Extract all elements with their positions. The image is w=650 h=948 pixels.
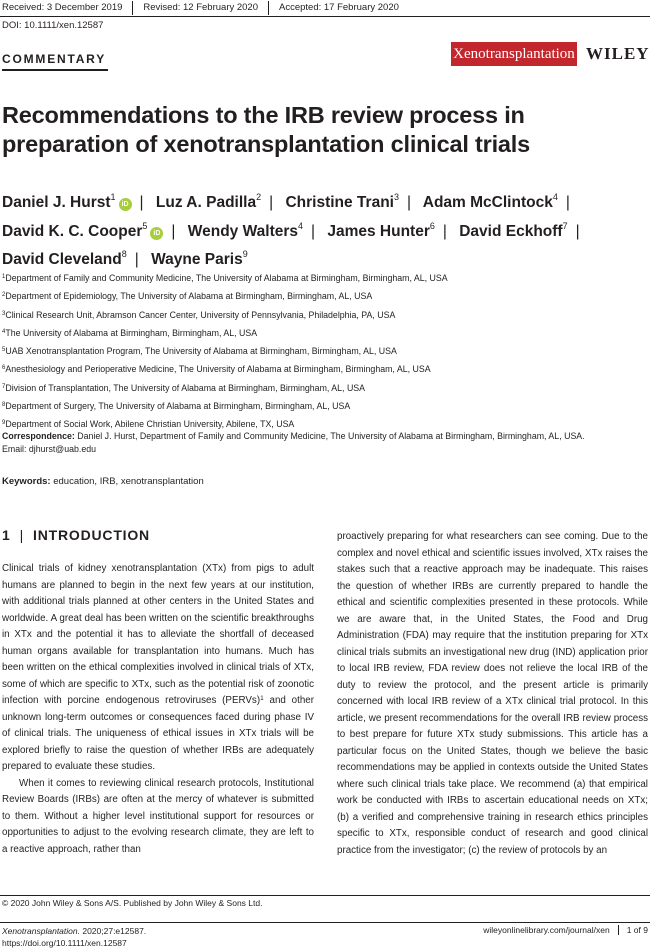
journal-name: Xenotransplantation. (2, 926, 80, 936)
footer-right (483, 925, 648, 935)
page-number: 1 of 9 (618, 925, 648, 935)
journal-logo: Xenotransplantation (451, 42, 577, 66)
author-separator: | (139, 194, 144, 211)
author-separator: | (442, 222, 447, 240)
author-name[interactable]: Wendy Walters$^4$ (187, 220, 304, 240)
affiliation-item: $^5$UAB Xenotransplantation Program, The University of Alabama at Birmingham, Birmingham, AL, USA (2, 346, 397, 357)
affiliation-item: $^4$The University of Alabama at Birmingham, Birmingham, AL, USA (2, 327, 258, 338)
revised-date: Revised: 12 February 2020 (132, 1, 268, 15)
affiliation-item: $^1$Department of Family and Community Medicine, The University of Alabama at Birmingham, Birmingham, AL, USA (2, 273, 448, 283)
orcid-icon[interactable]: iD (119, 198, 132, 211)
author-name[interactable]: Adam McClintock$^4$ (422, 192, 558, 211)
correspondence-label: Correspondence: (2, 431, 75, 441)
author-name[interactable]: Luz A. Padilla$^2$ (155, 192, 262, 211)
journal-website-link[interactable]: wileyonlinelibrary.com/journal/xen (483, 925, 610, 935)
author-separator: | (407, 194, 412, 211)
affiliation-item: $^8$Department of Surgery, The University of Alabama at Birmingham, Birmingham, AL, USA (2, 401, 351, 412)
doi-header: DOI: 10.1111/xen.12587 (2, 20, 104, 31)
author-name[interactable]: David K. C. Cooper$^5$iD (2, 223, 163, 240)
paragraph: Clinical trials of kidney xenotransplantation (XTx) from pigs to adult humans are planned to begin in the next few years at our institution, with additional trials planned at other centers in the United States and worldwide. A great deal has been written on the scientific breakthroughs in XTx and the potential it has to alleviate the shortfall of deceased human organs available for transplantation into humans. Much has been written on the ethical complexities involved in clinical trials of XTx, some of which are specific to XTx, such as the potential risk of zoonotic infection with porcine endogenous retroviruses (PERVs)$^1$ and other unknown long-term outcomes or consequences faced during phase IV of clinical trials. The uniqueness of ethical issues in XTx trials will be explored briefly to raise the question of whether IRBs are adequately prepared to evaluate these studies. (2, 563, 314, 772)
section-label: COMMENTARY (2, 52, 106, 66)
keywords (2, 476, 204, 487)
section-number: 1 (2, 527, 11, 543)
paragraph: proactively preparing for what researchers can see coming. Due to the complex and novel ethical and scientific issues involved, XTx raises the stakes such that a reactive approach may be inadequate. This raises the question of whether IRBs are currently prepared to handle the ethical and scientific complexities presented in these protocols. While we are aware that, in the United States, the Food and Drug Administration (FDA) may require that the institution preparing for XTx clinical trials submits an investigational new drug (IND) application prior to local IRB review, FDA review does not relieve the local IRB of the duty to review the protocol, and the present article is primarily concerned with local IRB review of a XTx clinical trial protocol. In this article, we present recommendations for the overall IRB review process to best prepare for future XTx study submissions. This article has a particular focus on the United States, though we believe the basic recommendations may be applied in contexts outside the United States where such clinical trials take place. We recommend (a) that empirical work be conducted with IRBs to ascertain educational needs on XTx; (b) a verified and comprehensive training in research ethics principles specific to XTx, responsible conduct of research and good clinical practice from the investigator; (c) the review of protocols by an (337, 531, 648, 856)
heading-separator: | (19, 527, 25, 543)
reference-citation[interactable]: 1 (260, 695, 264, 702)
keywords-text: education, IRB, xenotransplantation (53, 476, 204, 487)
header-divider (0, 16, 650, 17)
body-column-right (337, 529, 648, 859)
author-separator: | (171, 222, 176, 240)
article-dates (2, 1, 409, 15)
author-name[interactable]: James Hunter$^6$ (327, 220, 435, 240)
paragraph: When it comes to reviewing clinical research protocols, Institutional Review Boards (IRBs) are often at the mercy of whatever is submitted to them. Without a higher level institutional support for resources or opportunities to adjust to the evolving research climate, they are left to a reactive approach, rather than (2, 777, 314, 855)
affiliation-item: $^9$Department of Social Work, Abilene Christian University, Abilene, TX, USA (2, 419, 295, 430)
correspondence (2, 430, 642, 456)
author-name[interactable]: Christine Trani$^3$ (285, 192, 399, 211)
author-name[interactable]: Wayne Paris$^9$ (151, 249, 248, 268)
author-separator: | (134, 251, 139, 268)
affiliation-list (2, 269, 448, 434)
copyright: © 2020 John Wiley & Sons A/S. Published by John Wiley & Sons Ltd. (2, 898, 263, 908)
citation-detail: 2020;27:e12587. (79, 926, 147, 936)
affiliation-item: $^7$Division of Transplantation, The University of Alabama at Birmingham, Birmingham, AL, USA (2, 382, 366, 393)
article-title: Recommendations to the IRB review process in preparation of xenotransplantation clinical trials (2, 102, 530, 157)
journal-citation (2, 925, 146, 948)
footer-divider (0, 922, 650, 923)
section-title: INTRODUCTION (33, 527, 150, 543)
affiliation-item: $^2$Department of Epidemiology, The University of Alabama at Birmingham, Birmingham, AL, USA (2, 291, 373, 302)
section-heading (2, 527, 150, 543)
correspondence-email[interactable]: Email: djhurst@uab.edu (2, 444, 97, 454)
author-separator: | (311, 222, 316, 240)
keywords-label: Keywords: (2, 476, 51, 487)
doi-link[interactable]: https://doi.org/10.1111/xen.12587 (2, 938, 127, 948)
received-date: Received: 3 December 2019 (2, 2, 123, 13)
section-underline (2, 69, 108, 71)
accepted-date: Accepted: 17 February 2020 (268, 1, 409, 15)
author-separator: | (269, 194, 274, 211)
affiliation-item: $^3$Clinical Research Unit, Abramson Cancer Center, University of Pennsylvania, Philadelphia, PA, USA (2, 309, 396, 320)
publisher-logo: WILEY (586, 44, 650, 63)
orcid-icon[interactable]: iD (150, 227, 163, 240)
affiliation-item: $^6$Anesthesiology and Perioperative Medicine, The University of Alabama at Birmingham, Birmingham, AL, USA (2, 364, 431, 375)
author-name[interactable]: David Cleveland$^8$ (2, 249, 127, 268)
author-list (2, 186, 642, 272)
author-separator: | (575, 222, 580, 240)
author-separator: | (565, 194, 570, 211)
author-name[interactable]: David Eckhoff$^7$ (459, 220, 568, 240)
body-column-left (2, 561, 314, 858)
footer-divider (0, 895, 650, 896)
author-name[interactable]: Daniel J. Hurst$^1$iD (2, 194, 132, 211)
correspondence-text: Daniel J. Hurst, Department of Family and Community Medicine, The University of Alabama at Birmingham, Birmingham, AL, USA. (77, 431, 585, 441)
